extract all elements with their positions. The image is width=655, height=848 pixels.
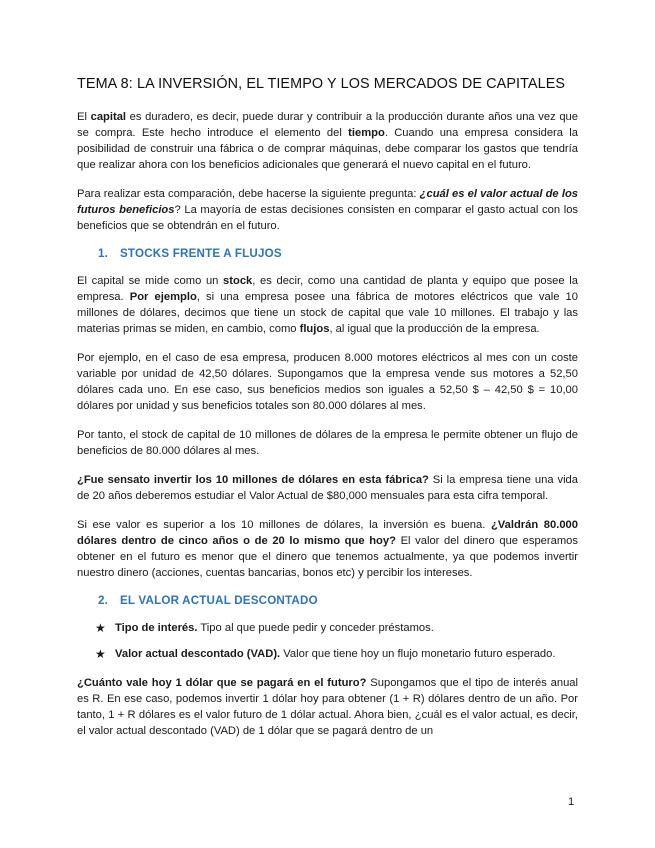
bold-question: ¿Cuánto vale hoy 1 dólar que se pagará en el futuro? — [77, 677, 367, 689]
definition-term: Tipo de interés. — [115, 622, 198, 634]
text: Supongamos que el tipo de interés anual es R. En ese caso, podemos invertir 1 dólar hoy para obtener (1 + R) dólares dentro de un año. Por tanto, 1 + R dólares es el valor futuro de 1 dólar actual. Ahora bien, ¿cuál es el valor actual, es decir, el valor actual descontado (VAD) de 1 dólar que se pagará dentro de un — [77, 677, 578, 737]
text: Para realizar esta comparación, debe hacerse la siguiente pregunta: — [77, 188, 420, 200]
text: es duradero, es decir, puede durar y contribuir a la producción durante años una vez que se compra. Este hecho introduce el elemento del — [77, 111, 578, 139]
text: , es decir, como una cantidad de planta y equipo que posee la empresa. — [77, 275, 578, 303]
list-item — [77, 646, 578, 662]
definition-text: Tipo al que puede pedir y conceder préstamos. — [197, 622, 434, 634]
section2-paragraph-1 — [77, 675, 578, 739]
key-question: ¿cuál es el valor actual de los futuros beneficios — [77, 188, 578, 216]
definition-text: Valor que tiene hoy un flujo monetario futuro esperado. — [280, 648, 556, 660]
page-content — [77, 76, 578, 752]
text: Si la empresa tiene una vida de 20 años deberemos estudiar el Valor Actual de $80,000 mensuales para esta cifra temporal. — [77, 474, 579, 502]
bold-term-tiempo: tiempo — [348, 127, 385, 139]
text: El valor del dinero que esperamos obtener en el futuro es menor que el dinero que tenemos actualmente, ya que podemos invertir nuestro dinero (acciones, cuentas bancarias, bonos etc) y percibir los intereses. — [77, 535, 578, 579]
section-title: STOCKS FRENTE A FLUJOS — [120, 247, 282, 260]
bold-question: ¿Fue sensato invertir los 10 millones de dólares en esta fábrica? — [77, 474, 429, 486]
text: , si una empresa posee una fábrica de motores eléctricos que vale 10 millones de dólares, decimos que tiene un stock de capital que vale 10 millones. El trabajo y las materias primas se miden, en cambio, como — [77, 291, 578, 335]
section1-paragraph-5 — [77, 517, 578, 581]
section-number: 1. — [98, 247, 109, 260]
definition-term: Valor actual descontado (VAD). — [115, 648, 281, 660]
section-heading-1 — [98, 247, 578, 260]
section1-paragraph-2: Por ejemplo, en el caso de esa empresa, producen 8.000 motores eléctricos al mes con un coste variable por unidad de 42,50 dólares. Supongamos que la empresa vende sus motores a 52,50 dólares cada uno. En ese caso, sus beneficios medios son iguales a 52,50 $ – 42,50 $ = 10,00 dólares por unidad y sus beneficios totales son 80.000 dólares al mes. — [77, 352, 578, 412]
section-heading-2 — [98, 594, 578, 607]
list-item — [77, 620, 578, 636]
star-bullet-icon: ★ — [95, 647, 106, 661]
bold-term-capital: capital — [90, 111, 127, 123]
text: , al igual que la producción de la empresa. — [329, 323, 540, 335]
section1-paragraph-4 — [77, 472, 578, 504]
bold-term-stock: stock — [223, 275, 253, 287]
intro-paragraph-1 — [77, 109, 578, 173]
section1-paragraph-3: Por tanto, el stock de capital de 10 millones de dólares de la empresa le permite obtener un flujo de beneficios de 80.000 dólares al mes. — [77, 429, 578, 457]
text: . Cuando una empresa considera la posibilidad de construir una fábrica o de comprar máquinas, debe comparar los gastos que tendría que realizar ahora con los beneficios adicionales que generará el nuevo capital en el futuro. — [77, 127, 578, 171]
definition-list — [77, 620, 578, 662]
section-number: 2. — [98, 594, 109, 607]
text: El — [77, 111, 91, 123]
bold-term-flujos: flujos — [299, 323, 330, 335]
text: El capital se mide como un — [77, 275, 224, 287]
text: ? La mayoría de estas decisiones consisten en comparar el gasto actual con los beneficios que se obtendrán en el futuro. — [77, 204, 579, 232]
section1-paragraph-1 — [77, 273, 578, 337]
page-number: 1 — [568, 796, 575, 808]
bold-term-por-ejemplo: Por ejemplo — [129, 291, 197, 303]
bold-question: ¿Valdrán 80.000 dólares dentro de cinco años o de 20 lo mismo que hoy? — [77, 519, 579, 547]
text: Si ese valor es superior a los 10 millones de dólares, la inversión es buena. — [77, 519, 491, 531]
section-title: EL VALOR ACTUAL DESCONTADO — [120, 594, 318, 607]
star-bullet-icon: ★ — [95, 621, 106, 635]
page-title: TEMA 8: LA INVERSIÓN, EL TIEMPO Y LOS MERCADOS DE CAPITALES — [77, 76, 566, 92]
intro-paragraph-2 — [77, 186, 578, 234]
